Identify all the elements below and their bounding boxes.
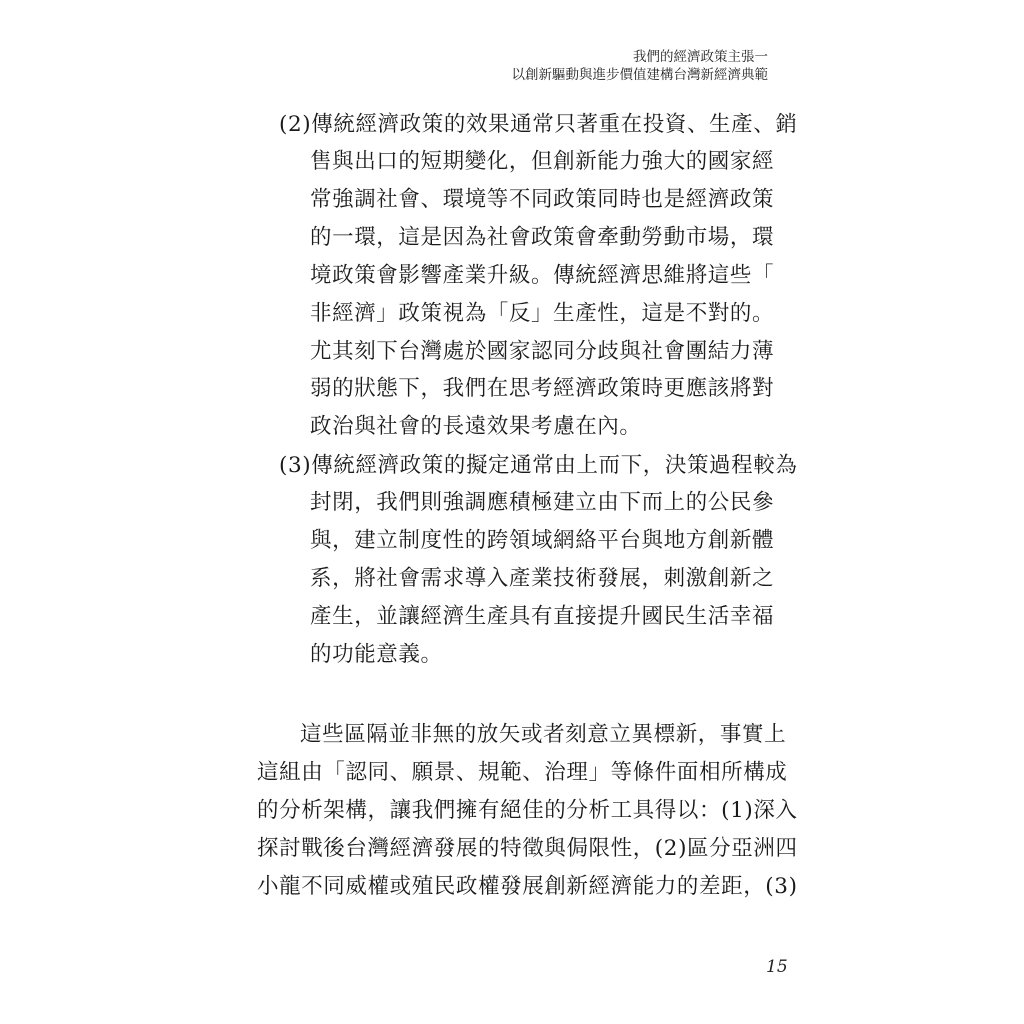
item-3-line: 的功能意義。 — [310, 642, 443, 667]
item-3-line: 封閉，我們則強調應積極建立由下而上的公民參 — [310, 490, 775, 515]
paragraph-line: 小龍不同威權或殖民政權發展創新經濟能力的差距，(3) — [257, 874, 798, 899]
item-2-line: 政治與社會的長遠效果考慮在內。 — [310, 414, 642, 439]
item-3-line: (3)傳統經濟政策的擬定通常由上而下，決策過程較為 — [279, 453, 798, 478]
item-2-line: 非經濟」政策視為「反」生產性，這是不對的。 — [310, 301, 775, 326]
item-3-line: 系，將社會需求導入產業技術發展，刺激創新之 — [310, 566, 775, 591]
running-header — [512, 48, 769, 84]
item-2-line: 售與出口的短期變化，但創新能力強大的國家經 — [310, 149, 775, 174]
running-header-line-1: 我們的經濟政策主張一 — [633, 49, 768, 65]
item-3-line: 產生，並讓經濟生產具有直接提升國民生活幸福 — [310, 604, 775, 629]
item-2-line: 境政策會影響產業升級。傳統經濟思維將這些「 — [310, 263, 775, 288]
running-header-line-2: 以創新驅動與進步價值建構台灣新經濟典範 — [511, 67, 768, 83]
paragraph-line: 這組由「認同、願景、規範、治理」等條件面相所構成 — [257, 760, 788, 785]
paragraph-line: 的分析架構，讓我們擁有絕佳的分析工具得以：(1)深入 — [257, 798, 798, 823]
item-3-line: 與，建立制度性的跨領域網絡平台與地方創新體 — [310, 528, 775, 553]
page-number: 15 — [766, 957, 788, 977]
item-2-line: (2)傳統經濟政策的效果通常只著重在投資、生產、銷 — [279, 112, 798, 137]
paragraph-line: 這些區隔並非無的放矢或者刻意立異標新，事實上 — [300, 722, 787, 747]
item-2-line: 常強調社會、環境等不同政策同時也是經濟政策 — [310, 187, 775, 212]
item-2-line: 的一環，這是因為社會政策會牽動勞動市場，環 — [310, 225, 775, 250]
item-2-line: 弱的狀態下，我們在思考經濟政策時更應該將對 — [310, 376, 775, 401]
paragraph-line: 探討戰後台灣經濟發展的特徵與侷限性，(2)區分亞洲四 — [257, 836, 798, 861]
item-2-line: 尤其刻下台灣處於國家認同分歧與社會團結力薄 — [310, 339, 775, 364]
